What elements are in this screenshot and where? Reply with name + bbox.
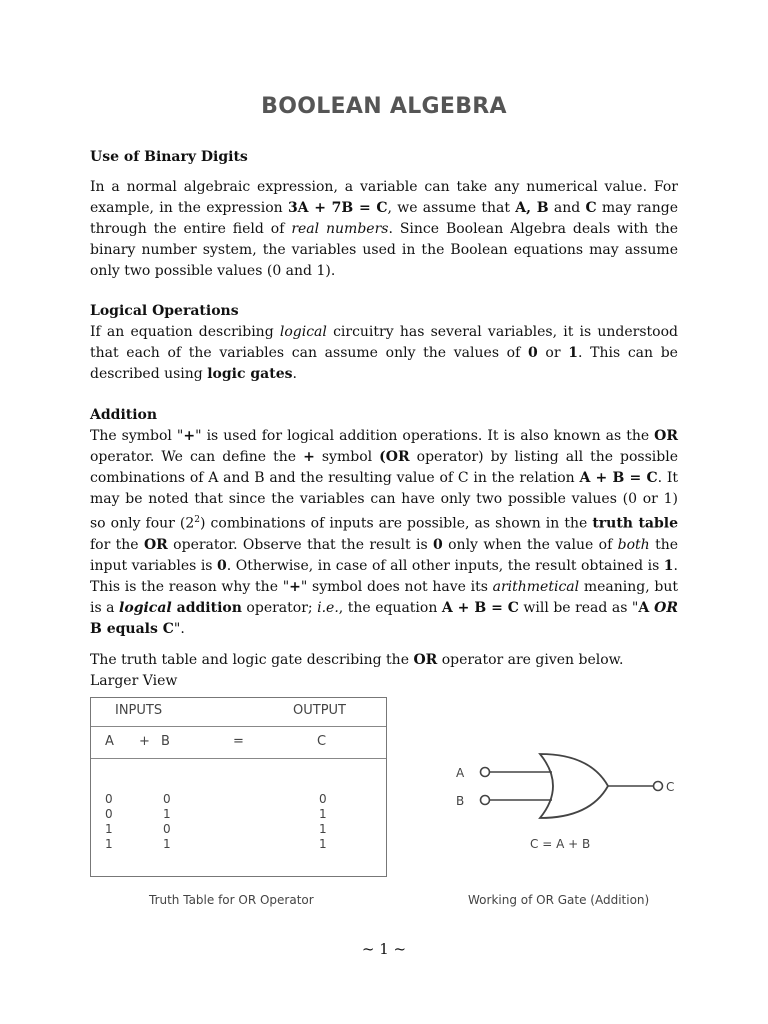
- tt-values-b: 0 1 0 1: [163, 792, 171, 851]
- page-title: BOOLEAN ALGEBRA: [261, 94, 507, 119]
- or-gate-diagram: [440, 740, 690, 860]
- paragraph-addition: The symbol "+" is used for logical addition operations. It is also known as the OR operator. We can define the + symbol (OR operator) by listing all the possible combinations of A and B and the resulting value of C in the relation A + B = C. It may be noted that since the variables can have only two possible values (0 or 1) so only four $(2^2)$ combinations of inputs are possible, as shown in the truth table for the OR operator. Observe that the result is 0 only when the value of both the input variables is 0. Otherwise, in case of all other inputs, the result obtained is 1. This is the reason why the "+" symbol does not have its arithmetical meaning, but is a logical addition operator; i.e., the equation A + B = C will be read as "A OR B equals C".: [90, 428, 679, 637]
- section-intro-figures: [90, 650, 678, 692]
- tt-values-a: 0 0 1 1: [105, 792, 113, 851]
- tt-divider: [91, 758, 386, 759]
- gate-label-a: A: [456, 766, 465, 780]
- paragraph-binary-digits: In a normal algebraic expression, a variable can take any numerical value. For example, in the expression 3A + 7B = C, we assume that A, B and C may range through the entire field of real numbers. Since Boolean Algebra deals with the binary number system, the variables used in the Boolean equations may assume only two possible values (0 and 1).: [90, 179, 678, 279]
- input-b-terminal: [481, 796, 490, 805]
- heading-logical-operations: Logical Operations: [90, 303, 239, 319]
- output-terminal: [654, 782, 663, 791]
- tt-values-c: 0 1 1 1: [319, 792, 327, 851]
- page-number: ~ 1 ~: [361, 940, 407, 958]
- gate-caption: Working of OR Gate (Addition): [468, 893, 650, 907]
- section-binary-digits: [90, 147, 678, 282]
- heading-binary-digits: Use of Binary Digits: [90, 149, 248, 165]
- gate-label-b: B: [456, 794, 465, 808]
- heading-addition: Addition: [90, 407, 158, 423]
- paragraph-figures-intro: The truth table and logic gate describing the OR operator are given below.: [90, 652, 624, 668]
- gate-label-c: C: [666, 780, 675, 794]
- section-logical-operations: [90, 301, 678, 385]
- tt-col-c: C: [317, 734, 327, 749]
- tt-header-inputs: INPUTS: [115, 703, 163, 718]
- larger-view-label: Larger View: [90, 673, 178, 689]
- tt-col-b: B: [161, 734, 170, 749]
- or-gate-icon: [540, 754, 608, 818]
- truth-table-caption: Truth Table for OR Operator: [149, 893, 314, 907]
- gate-equation: C = A + B: [530, 837, 591, 851]
- input-a-terminal: [481, 768, 490, 777]
- truth-table: [90, 697, 387, 877]
- tt-header-output: OUTPUT: [293, 703, 346, 718]
- paragraph-logical-operations: If an equation describing logical circuitry has several variables, it is understood that each of the variables can assume only the values of 0 or 1. This can be described using logic gates.: [90, 324, 678, 382]
- section-addition: [90, 405, 678, 640]
- tt-col-a: A: [105, 734, 114, 749]
- tt-col-eq: =: [233, 734, 244, 749]
- tt-col-plus: +: [139, 734, 150, 749]
- tt-divider: [91, 726, 386, 727]
